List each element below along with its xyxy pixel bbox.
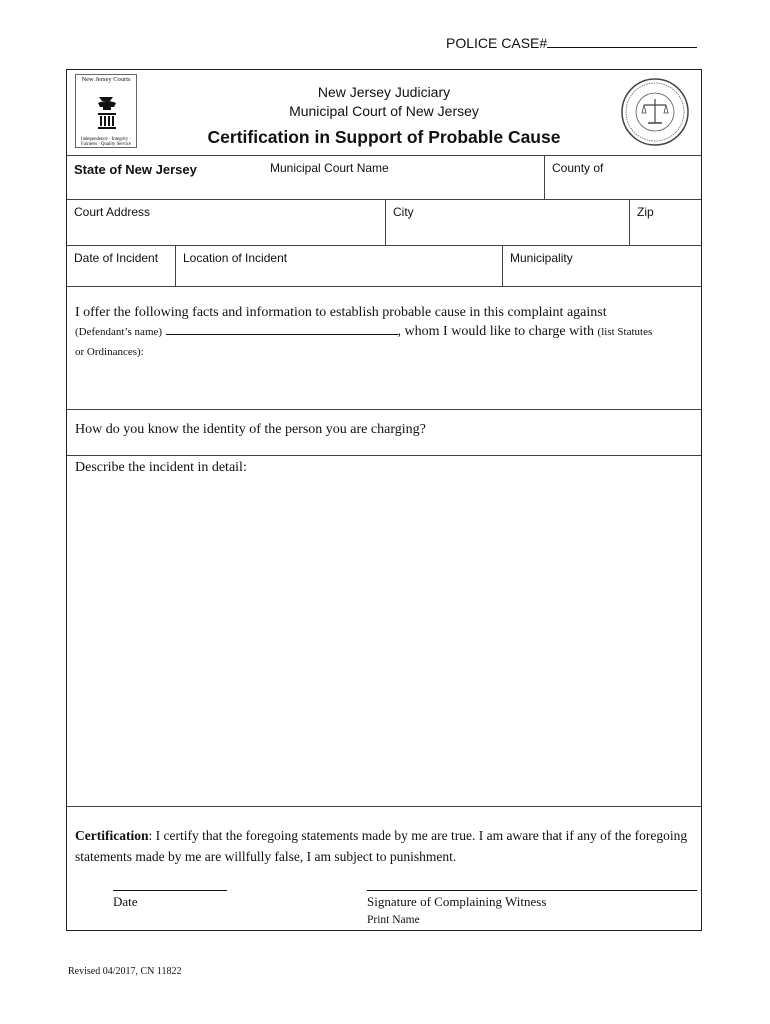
court-address-cell[interactable] — [67, 200, 385, 246]
location-incident-label: Location of Incident — [183, 251, 288, 265]
state-label: State of New Jersey — [74, 162, 197, 177]
offer-text-2: , whom I would like to charge with — [397, 324, 595, 339]
list-statutes-label: (list Statutes — [597, 326, 653, 338]
municipality-cell[interactable] — [502, 246, 701, 287]
probable-cause-section[interactable] — [67, 286, 701, 410]
zip-label: Zip — [637, 205, 654, 219]
identity-question: How do you know the identity of the person you are charging? — [75, 422, 426, 437]
date-incident-label: Date of Incident — [74, 251, 159, 265]
city-label: City — [393, 205, 414, 219]
county-label: County of — [552, 161, 604, 175]
county-cell[interactable] — [544, 156, 701, 200]
describe-incident-label: Describe the incident in detail: — [75, 460, 247, 475]
municipality-label: Municipality — [510, 251, 573, 265]
court-title: Municipal Court of New Jersey — [289, 103, 479, 119]
defendant-label: (Defendant’s name) — [75, 326, 163, 338]
date-label: Date — [113, 894, 138, 909]
row-date-location-municipality — [67, 245, 701, 287]
form-header — [67, 70, 701, 155]
logo-top-text: New Jersey Courts — [81, 76, 131, 83]
row-address-city-zip — [67, 199, 701, 246]
court-address-label: Court Address — [74, 205, 151, 219]
city-cell[interactable] — [385, 200, 629, 246]
date-incident-cell[interactable] — [67, 246, 175, 287]
probable-cause-form — [66, 69, 702, 931]
certification-statement: : I certify that the foregoing statements made by me are true. I am aware that if any of the foregoing statements made by me are willfully false, I am subject to punishment. — [75, 828, 688, 864]
form-title: Certification in Support of Probable Cause — [207, 127, 561, 147]
police-case-label: POLICE CASE# — [446, 35, 548, 51]
row-state-court-county — [67, 155, 701, 200]
certification-label: Certification — [75, 828, 149, 843]
police-case-line[interactable] — [547, 35, 697, 48]
print-name-label: Print Name — [367, 914, 420, 926]
state-cell — [67, 156, 261, 200]
zip-cell[interactable] — [629, 200, 701, 246]
certification-text — [75, 825, 693, 867]
signature-label: Signature of Complaining Witness — [367, 894, 547, 909]
police-case-field[interactable] — [446, 35, 697, 51]
location-incident-cell[interactable] — [175, 246, 502, 287]
witness-signature-line[interactable] — [367, 890, 697, 891]
identity-section[interactable] — [67, 409, 701, 456]
judiciary-title: New Jersey Judiciary — [317, 84, 451, 100]
date-signature-line[interactable] — [113, 890, 227, 891]
incident-description-section[interactable] — [67, 455, 701, 807]
probable-cause-text — [75, 303, 695, 362]
defendant-name-line[interactable] — [166, 324, 398, 335]
revision-footer: Revised 04/2017, CN 11822 — [68, 966, 182, 977]
logo-bottom-text: Independence · Integrity · Fairness · Quality Service — [81, 137, 131, 147]
court-name-cell[interactable] — [261, 156, 541, 200]
ordinances-label: or Ordinances): — [75, 346, 144, 358]
certification-section — [67, 806, 701, 931]
offer-text-1: I offer the following facts and information to establish probable cause in this complaint against — [75, 305, 607, 320]
court-name-label: Municipal Court Name — [270, 161, 389, 175]
